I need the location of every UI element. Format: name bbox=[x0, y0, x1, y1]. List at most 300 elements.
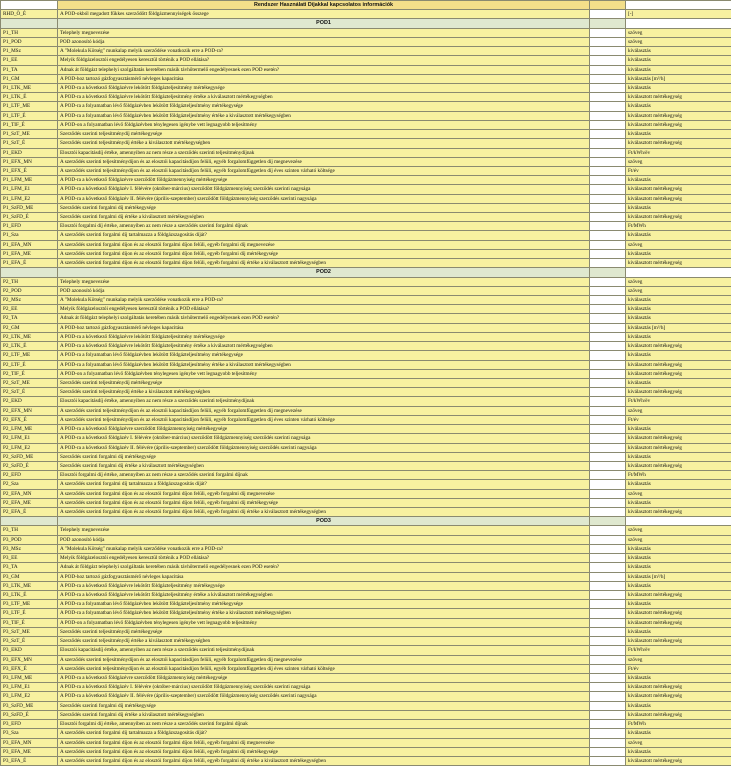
cell-input[interactable] bbox=[590, 397, 626, 406]
cell-type[interactable]: szöveg bbox=[626, 28, 731, 37]
cell-input[interactable] bbox=[590, 508, 626, 517]
cell-type[interactable]: Ft/kWh/év bbox=[626, 148, 731, 157]
cell-type[interactable]: kiválasztás bbox=[626, 747, 731, 756]
cell-description[interactable]: A POD-ra a következő földgázévre lekötött földgázteljesítmény mértékegysége bbox=[58, 581, 590, 590]
cell-input[interactable] bbox=[590, 194, 626, 203]
cell-input[interactable] bbox=[590, 369, 626, 378]
cell-type[interactable]: kiválasztás bbox=[626, 83, 731, 92]
cell-input[interactable] bbox=[590, 10, 626, 19]
cell-code[interactable]: P1_SzFD_ME bbox=[1, 203, 58, 212]
cell-input[interactable] bbox=[590, 554, 626, 563]
cell-description[interactable]: A szerződés szerinti forgalmi díjon és az elosztói forgalmi díjon felüli, egyéb forgalmi díj megnevezése bbox=[58, 240, 590, 249]
cell-code[interactable]: P3_EFX_É bbox=[1, 664, 58, 673]
cell-input[interactable] bbox=[590, 102, 626, 111]
cell-description[interactable]: A POD-ra a következő földgázév I. félévére (október-március) szerződött földgázmennyiség szerződés szerinti nagysága bbox=[58, 185, 590, 194]
cell-type[interactable]: kiválasztott mértékegység bbox=[626, 443, 731, 452]
cell-input[interactable] bbox=[590, 581, 626, 590]
cell-input[interactable] bbox=[590, 249, 626, 258]
cell-input[interactable] bbox=[590, 720, 626, 729]
cell-code[interactable]: P2_LTF_ME bbox=[1, 351, 58, 360]
cell-input[interactable] bbox=[590, 56, 626, 65]
cell-type[interactable]: szöveg bbox=[626, 738, 731, 747]
cell-description[interactable]: A szerződés szerinti teljesítménydíjon és az elosztói kapacitásdíjon felüli, egyéb forgalomfüggetlen díj éves szinten várható költsége bbox=[58, 415, 590, 424]
cell-type[interactable]: kiválasztás bbox=[626, 701, 731, 710]
cell-input[interactable] bbox=[590, 166, 626, 175]
cell-input[interactable] bbox=[590, 148, 626, 157]
cell-type[interactable]: kiválasztás bbox=[626, 452, 731, 461]
cell-type[interactable]: kiválasztott mértékegység bbox=[626, 609, 731, 618]
cell-type[interactable]: kiválasztás bbox=[626, 130, 731, 139]
cell-type[interactable]: kiválasztott mértékegység bbox=[626, 259, 731, 268]
section-title[interactable]: POD3 bbox=[58, 517, 590, 526]
cell-description[interactable]: Melyik földgázelosztói engedélyesen keresztül történik a POD ellátása? bbox=[58, 56, 590, 65]
cell-code[interactable]: P1_SzT_É bbox=[1, 139, 58, 148]
cell-description[interactable]: A szerződés szerinti teljesítménydíjon és az elosztói kapacitásdíjon felüli, egyéb forgalomfüggetlen díj éves szinten várható költsége bbox=[58, 166, 590, 175]
cell-code[interactable]: P2_TA bbox=[1, 314, 58, 323]
cell-type[interactable]: kiválasztás bbox=[626, 305, 731, 314]
cell-code[interactable]: P3_EFA_ME bbox=[1, 747, 58, 756]
cell-code[interactable]: P1_TH bbox=[1, 28, 58, 37]
cell-type[interactable]: Ft/MWh bbox=[626, 720, 731, 729]
cell-code[interactable]: P3_TH bbox=[1, 526, 58, 535]
cell-input[interactable] bbox=[590, 747, 626, 756]
cell-input[interactable] bbox=[590, 323, 626, 332]
cell-code[interactable]: P1_EFA_É bbox=[1, 259, 58, 268]
cell-type[interactable]: kiválasztás bbox=[626, 498, 731, 507]
cell-description[interactable]: A POD-ra a következő földgázévre lekötött földgázteljesítmény értéke a kiválasztott mértékegységben bbox=[58, 591, 590, 600]
cell-input[interactable] bbox=[590, 498, 626, 507]
cell-description[interactable]: Szerződés szerinti forgalmi díj értéke a kiválasztott mértékegységben bbox=[58, 710, 590, 719]
cell-code[interactable]: P1_LFM_E1 bbox=[1, 185, 58, 194]
cell-input[interactable] bbox=[590, 683, 626, 692]
cell-description[interactable]: Szerződés szerinti teljesítménydíj értéke a kiválasztott mértékegységben bbox=[58, 388, 590, 397]
cell-code[interactable]: P3_EFD bbox=[1, 720, 58, 729]
cell-type[interactable]: Ft/MWh bbox=[626, 222, 731, 231]
cell-code[interactable]: P2_SzFD_ME bbox=[1, 452, 58, 461]
cell-input[interactable] bbox=[590, 351, 626, 360]
cell-type[interactable]: Ft/év bbox=[626, 664, 731, 673]
cell-type[interactable]: kiválasztás bbox=[626, 378, 731, 387]
cell-code[interactable]: P2_SzFD_É bbox=[1, 461, 58, 470]
cell-code[interactable]: P1_GM bbox=[1, 74, 58, 83]
section-cell-blank[interactable] bbox=[590, 268, 626, 277]
cell-description[interactable]: A POD-hoz tartozó gázfogyasztásmérő névleges kapacitása bbox=[58, 323, 590, 332]
cell-input[interactable] bbox=[590, 673, 626, 682]
cell-type[interactable]: kiválasztott mértékegység bbox=[626, 637, 731, 646]
cell-description[interactable]: A POD-ra a következő földgázév I. félévére (október-március) szerződött földgázmennyiség szerződés szerinti nagysága bbox=[58, 434, 590, 443]
cell-type[interactable]: szöveg bbox=[626, 535, 731, 544]
cell-code[interactable]: P3_POD bbox=[1, 535, 58, 544]
cell-input[interactable] bbox=[590, 203, 626, 212]
section-cell-type[interactable] bbox=[626, 268, 731, 277]
cell-type[interactable]: szöveg bbox=[626, 240, 731, 249]
cell-code[interactable]: P2_EKD bbox=[1, 397, 58, 406]
cell-code[interactable]: P3_TA bbox=[1, 563, 58, 572]
cell-input[interactable] bbox=[590, 535, 626, 544]
cell-code[interactable]: P2_LFM_E2 bbox=[1, 443, 58, 452]
cell-input[interactable] bbox=[590, 646, 626, 655]
cell-input[interactable] bbox=[590, 655, 626, 664]
cell-type[interactable]: kiválasztás bbox=[626, 627, 731, 636]
cell-input[interactable] bbox=[590, 415, 626, 424]
cell-description[interactable]: A POD-ra a következő földgázévre lekötött földgázteljesítmény értéke a kiválasztott mértékegységben bbox=[58, 93, 590, 102]
cell-type[interactable]: kiválasztás bbox=[626, 296, 731, 305]
cell-code[interactable]: P3_SzFD_É bbox=[1, 710, 58, 719]
cell-description[interactable]: Elosztói kapacitásdíj értéke, amennyiben az nem része a szerződés szerinti teljesítménydíjnak bbox=[58, 148, 590, 157]
cell-type[interactable]: kiválasztás bbox=[626, 332, 731, 341]
cell-description[interactable]: A szerződés szerinti forgalmi díj tartalmazza a földgázszagosítás díját? bbox=[58, 231, 590, 240]
cell-type[interactable]: kiválasztott mértékegység bbox=[626, 93, 731, 102]
cell-input[interactable] bbox=[590, 213, 626, 222]
cell-code[interactable]: P1_EFX_MN bbox=[1, 157, 58, 166]
cell-input[interactable] bbox=[590, 480, 626, 489]
cell-code[interactable]: P1_EFX_É bbox=[1, 166, 58, 175]
cell-type[interactable]: kiválasztás bbox=[626, 544, 731, 553]
section-title[interactable]: POD2 bbox=[58, 268, 590, 277]
cell-type[interactable]: kiválasztás bbox=[626, 581, 731, 590]
cell-code[interactable]: P3_EE bbox=[1, 554, 58, 563]
cell-code[interactable]: P2_Sza bbox=[1, 480, 58, 489]
cell-input[interactable] bbox=[590, 434, 626, 443]
header-cell-blank[interactable] bbox=[590, 1, 626, 10]
cell-description[interactable]: A POD-ra a következő földgázév II. félévére (április-szeptember) szerződött földgázmennyiség szerződés szerinti nagysága bbox=[58, 194, 590, 203]
cell-description[interactable]: A "Molekula Kötség" munkalap melyik szerződése vonatkozik erre a POD-ra? bbox=[58, 47, 590, 56]
cell-type[interactable]: kiválasztott mértékegység bbox=[626, 461, 731, 470]
cell-code[interactable]: P1_POD bbox=[1, 37, 58, 46]
cell-type[interactable]: kiválasztott mértékegység bbox=[626, 213, 731, 222]
cell-input[interactable] bbox=[590, 664, 626, 673]
cell-type[interactable]: kiválasztás bbox=[626, 314, 731, 323]
cell-description[interactable]: Szerződés szerinti forgalmi díj mértékegysége bbox=[58, 701, 590, 710]
cell-type[interactable]: kiválasztott mértékegység bbox=[626, 342, 731, 351]
cell-code[interactable]: P2_SzT_É bbox=[1, 388, 58, 397]
cell-input[interactable] bbox=[590, 572, 626, 581]
cell-code[interactable]: RHD_Ö_É bbox=[1, 10, 58, 19]
cell-type[interactable]: kiválasztott mértékegység bbox=[626, 756, 731, 765]
cell-description[interactable]: A szerződés szerinti forgalmi díjon és az elosztói forgalmi díjon felüli, egyéb forgalmi díj értéke a kiválasztott mértékegységben bbox=[58, 259, 590, 268]
cell-code[interactable]: P2_SzT_ME bbox=[1, 378, 58, 387]
cell-type[interactable]: Ft/év bbox=[626, 166, 731, 175]
cell-description[interactable]: A POD-ra a következő földgázévre lekötött földgázteljesítmény mértékegysége bbox=[58, 83, 590, 92]
cell-type[interactable]: Ft/év bbox=[626, 415, 731, 424]
cell-type[interactable]: szöveg bbox=[626, 37, 731, 46]
cell-input[interactable] bbox=[590, 314, 626, 323]
cell-code[interactable]: P3_LTF_É bbox=[1, 609, 58, 618]
cell-input[interactable] bbox=[590, 600, 626, 609]
cell-type[interactable]: [-] bbox=[626, 10, 731, 19]
cell-type[interactable]: kiválasztott mértékegység bbox=[626, 360, 731, 369]
cell-code[interactable]: P3_LTK_É bbox=[1, 591, 58, 600]
section-cell-blank[interactable] bbox=[590, 19, 626, 28]
cell-type[interactable]: kiválasztott mértékegység bbox=[626, 388, 731, 397]
section-cell-blank[interactable] bbox=[590, 517, 626, 526]
cell-input[interactable] bbox=[590, 425, 626, 434]
cell-code[interactable]: P1_TIF_É bbox=[1, 120, 58, 129]
cell-code[interactable]: P1_LFM_E2 bbox=[1, 194, 58, 203]
cell-code[interactable]: P3_LFM_ME bbox=[1, 673, 58, 682]
cell-type[interactable]: szöveg bbox=[626, 526, 731, 535]
cell-input[interactable] bbox=[590, 342, 626, 351]
cell-type[interactable]: Ft/MWh bbox=[626, 471, 731, 480]
cell-input[interactable] bbox=[590, 461, 626, 470]
cell-description[interactable]: Szerződés szerinti teljesítménydíj értéke a kiválasztott mértékegységben bbox=[58, 637, 590, 646]
cell-type[interactable]: kiválasztott mértékegység bbox=[626, 508, 731, 517]
cell-type[interactable]: kiválasztás bbox=[626, 351, 731, 360]
cell-code[interactable]: P2_EFX_É bbox=[1, 415, 58, 424]
cell-input[interactable] bbox=[590, 756, 626, 765]
cell-description[interactable]: A POD-ra a következő földgázévre szerződött földgázmennyiség mértékegysége bbox=[58, 673, 590, 682]
cell-code[interactable]: P2_TIF_É bbox=[1, 369, 58, 378]
cell-type[interactable]: kiválasztás [m³/h] bbox=[626, 74, 731, 83]
cell-description[interactable]: A POD-ra a folyamatban lévő földgázévben lekötött földgázteljesítmény mértékegysége bbox=[58, 102, 590, 111]
cell-input[interactable] bbox=[590, 378, 626, 387]
cell-description[interactable]: Szerződés szerinti forgalmi díj mértékegysége bbox=[58, 452, 590, 461]
cell-description[interactable]: Melyik földgázelosztói engedélyesen keresztül történik a POD ellátása? bbox=[58, 554, 590, 563]
header-cell-type[interactable] bbox=[626, 1, 731, 10]
cell-code[interactable]: P3_LFM_E2 bbox=[1, 692, 58, 701]
cell-input[interactable] bbox=[590, 406, 626, 415]
cell-input[interactable] bbox=[590, 74, 626, 83]
cell-type[interactable]: kiválasztás bbox=[626, 56, 731, 65]
cell-description[interactable]: Szerződés szerinti teljesítménydíj mértékegysége bbox=[58, 130, 590, 139]
cell-code[interactable]: P3_SzT_ME bbox=[1, 627, 58, 636]
cell-input[interactable] bbox=[590, 710, 626, 719]
cell-description[interactable]: Adnak át földgázt telephelyi szolgáltatás keretében másik távhőtermelő engedélyesnek ezen POD esetén? bbox=[58, 314, 590, 323]
cell-input[interactable] bbox=[590, 240, 626, 249]
cell-code[interactable]: P3_Sza bbox=[1, 729, 58, 738]
cell-type[interactable]: kiválasztott mértékegység bbox=[626, 194, 731, 203]
cell-description[interactable]: Szerződés szerinti forgalmi díj értéke a kiválasztott mértékegységben bbox=[58, 461, 590, 470]
cell-code[interactable]: P1_EE bbox=[1, 56, 58, 65]
cell-input[interactable] bbox=[590, 296, 626, 305]
cell-type[interactable]: kiválasztás bbox=[626, 203, 731, 212]
cell-type[interactable]: kiválasztás bbox=[626, 47, 731, 56]
cell-type[interactable]: kiválasztás bbox=[626, 563, 731, 572]
cell-type[interactable]: kiválasztás [m³/h] bbox=[626, 572, 731, 581]
cell-type[interactable]: Ft/kWh/év bbox=[626, 646, 731, 655]
cell-input[interactable] bbox=[590, 93, 626, 102]
cell-input[interactable] bbox=[590, 83, 626, 92]
cell-type[interactable]: kiválasztott mértékegység bbox=[626, 139, 731, 148]
cell-input[interactable] bbox=[590, 332, 626, 341]
header-cell-code[interactable] bbox=[1, 1, 58, 10]
cell-description[interactable]: Adnak át földgázt telephelyi szolgáltatás keretében másik távhőtermelő engedélyesnek ezen POD esetén? bbox=[58, 65, 590, 74]
cell-code[interactable]: P2_LTF_É bbox=[1, 360, 58, 369]
cell-description[interactable]: A POD-on a folyamatban lévő földgázévben ténylegesen igénybe vett legnagyobb teljesítmény bbox=[58, 120, 590, 129]
cell-type[interactable]: kiválasztás bbox=[626, 102, 731, 111]
cell-description[interactable]: A "Molekula Kötség" munkalap melyik szerződése vonatkozik erre a POD-ra? bbox=[58, 296, 590, 305]
cell-code[interactable]: P2_TH bbox=[1, 277, 58, 286]
cell-description[interactable]: Elosztói forgalmi díj értéke, amennyiben az nem része a szerződés szerinti forgalmi díjnak bbox=[58, 720, 590, 729]
cell-code[interactable]: P3_LTK_ME bbox=[1, 581, 58, 590]
cell-code[interactable]: P3_GM bbox=[1, 572, 58, 581]
cell-code[interactable]: P2_GM bbox=[1, 323, 58, 332]
cell-input[interactable] bbox=[590, 627, 626, 636]
cell-description[interactable]: Melyik földgázelosztói engedélyesen keresztül történik a POD ellátása? bbox=[58, 305, 590, 314]
cell-code[interactable]: P1_SzFD_É bbox=[1, 213, 58, 222]
cell-code[interactable]: P1_TA bbox=[1, 65, 58, 74]
cell-description[interactable]: A POD-hoz tartozó gázfogyasztásmérő névleges kapacitása bbox=[58, 572, 590, 581]
cell-input[interactable] bbox=[590, 185, 626, 194]
section-cell-code[interactable] bbox=[1, 517, 58, 526]
cell-code[interactable]: P2_LTK_ME bbox=[1, 332, 58, 341]
cell-type[interactable]: kiválasztott mértékegység bbox=[626, 434, 731, 443]
cell-input[interactable] bbox=[590, 544, 626, 553]
cell-input[interactable] bbox=[590, 618, 626, 627]
cell-input[interactable] bbox=[590, 360, 626, 369]
cell-description[interactable]: A szerződés szerinti forgalmi díjon és az elosztói forgalmi díjon felüli, egyéb forgalmi díj mértékegysége bbox=[58, 747, 590, 756]
cell-code[interactable]: P1_EFA_MN bbox=[1, 240, 58, 249]
cell-code[interactable]: P3_SzFD_ME bbox=[1, 701, 58, 710]
cell-type[interactable]: kiválasztott mértékegység bbox=[626, 591, 731, 600]
section-title[interactable]: POD1 bbox=[58, 19, 590, 28]
cell-code[interactable]: P1_MSz bbox=[1, 47, 58, 56]
cell-code[interactable]: P1_EKD bbox=[1, 148, 58, 157]
cell-description[interactable]: A szerződés szerinti forgalmi díjon és az elosztói forgalmi díjon felüli, egyéb forgalmi díj megnevezése bbox=[58, 489, 590, 498]
cell-input[interactable] bbox=[590, 28, 626, 37]
cell-type[interactable]: kiválasztott mértékegység bbox=[626, 369, 731, 378]
cell-type[interactable]: kiválasztott mértékegység bbox=[626, 683, 731, 692]
cell-input[interactable] bbox=[590, 738, 626, 747]
section-cell-type[interactable] bbox=[626, 19, 731, 28]
cell-type[interactable]: kiválasztás bbox=[626, 673, 731, 682]
section-cell-code[interactable] bbox=[1, 19, 58, 28]
cell-description[interactable]: Szerződés szerinti teljesítménydíj mértékegysége bbox=[58, 378, 590, 387]
cell-input[interactable] bbox=[590, 526, 626, 535]
cell-input[interactable] bbox=[590, 259, 626, 268]
cell-code[interactable]: P2_LFM_E1 bbox=[1, 434, 58, 443]
cell-code[interactable]: P2_EE bbox=[1, 305, 58, 314]
cell-description[interactable]: A POD-ra a következő földgázév II. félévére (április-szeptember) szerződött földgázmennyiség szerződés szerinti nagysága bbox=[58, 443, 590, 452]
cell-type[interactable]: szöveg bbox=[626, 277, 731, 286]
cell-type[interactable]: Ft/kWh/év bbox=[626, 397, 731, 406]
cell-code[interactable]: P2_LFM_ME bbox=[1, 425, 58, 434]
cell-code[interactable]: P1_LFM_ME bbox=[1, 176, 58, 185]
cell-code[interactable]: P2_EFA_ME bbox=[1, 498, 58, 507]
cell-description[interactable]: A POD-ra a folyamatban lévő földgázévben lekötött földgázteljesítmény mértékegysége bbox=[58, 600, 590, 609]
cell-code[interactable]: P1_SzT_ME bbox=[1, 130, 58, 139]
cell-input[interactable] bbox=[590, 452, 626, 461]
cell-code[interactable]: P1_LTK_ME bbox=[1, 83, 58, 92]
cell-code[interactable]: P1_LTF_ME bbox=[1, 102, 58, 111]
cell-type[interactable]: kiválasztott mértékegység bbox=[626, 111, 731, 120]
cell-description[interactable]: A POD-ra a következő földgázévre lekötött földgázteljesítmény értéke a kiválasztott mértékegységben bbox=[58, 342, 590, 351]
cell-input[interactable] bbox=[590, 563, 626, 572]
cell-type[interactable]: kiválasztott mértékegység bbox=[626, 185, 731, 194]
cell-input[interactable] bbox=[590, 637, 626, 646]
cell-code[interactable]: P1_Sza bbox=[1, 231, 58, 240]
cell-code[interactable]: P3_EFA_É bbox=[1, 756, 58, 765]
cell-description[interactable]: A POD-okból megadott fűkkes szerződött földgázmennyiségek összege bbox=[58, 10, 590, 19]
cell-input[interactable] bbox=[590, 489, 626, 498]
cell-description[interactable]: POD azonosító kódja bbox=[58, 286, 590, 295]
cell-input[interactable] bbox=[590, 388, 626, 397]
cell-code[interactable]: P3_EFA_MN bbox=[1, 738, 58, 747]
cell-type[interactable]: kiválasztás [m³/h] bbox=[626, 323, 731, 332]
cell-code[interactable]: P1_LTK_É bbox=[1, 93, 58, 102]
cell-description[interactable]: A POD-ra a következő földgázév I. félévére (október-március) szerződött földgázmennyiség szerződés szerinti nagysága bbox=[58, 683, 590, 692]
cell-type[interactable]: kiválasztás bbox=[626, 65, 731, 74]
cell-input[interactable] bbox=[590, 111, 626, 120]
cell-type[interactable]: kiválasztott mértékegység bbox=[626, 120, 731, 129]
cell-description[interactable]: A POD-ra a folyamatban lévő földgázévben lekötött földgázteljesítmény értéke a kiválasztott mértékegységben bbox=[58, 360, 590, 369]
cell-description[interactable]: A szerződés szerinti forgalmi díjon és az elosztói forgalmi díjon felüli, egyéb forgalmi díj értéke a kiválasztott mértékegységben bbox=[58, 508, 590, 517]
cell-description[interactable]: Szerződés szerinti teljesítménydíj értéke a kiválasztott mértékegységben bbox=[58, 139, 590, 148]
cell-description[interactable]: A szerződés szerinti forgalmi díjon és az elosztói forgalmi díjon felüli, egyéb forgalmi díj mértékegysége bbox=[58, 498, 590, 507]
cell-input[interactable] bbox=[590, 176, 626, 185]
cell-description[interactable]: A POD-ra a következő földgázévre szerződött földgázmennyiség mértékegysége bbox=[58, 425, 590, 434]
cell-type[interactable]: szöveg bbox=[626, 489, 731, 498]
cell-description[interactable]: A POD-ra a következő földgázévre lekötött földgázteljesítmény mértékegysége bbox=[58, 332, 590, 341]
section-cell-type[interactable] bbox=[626, 517, 731, 526]
cell-description[interactable]: Szerződés szerinti teljesítménydíj mértékegysége bbox=[58, 627, 590, 636]
cell-description[interactable]: Adnak át földgázt telephelyi szolgáltatás keretében másik távhőtermelő engedélyesnek ezen POD esetén? bbox=[58, 563, 590, 572]
cell-code[interactable]: P1_LTF_É bbox=[1, 111, 58, 120]
cell-description[interactable]: Telephely megnevezése bbox=[58, 277, 590, 286]
cell-description[interactable]: A POD-ra a következő földgázévre szerződött földgázmennyiség mértékegysége bbox=[58, 176, 590, 185]
cell-description[interactable]: A POD-on a folyamatban lévő földgázévben ténylegesen igénybe vett legnagyobb teljesítmény bbox=[58, 369, 590, 378]
cell-description[interactable]: A szerződés szerinti teljesítménydíjon és az elosztói kapacitásdíjon felüli, egyéb forgalomfüggetlen díj megnevezése bbox=[58, 655, 590, 664]
cell-input[interactable] bbox=[590, 37, 626, 46]
cell-description[interactable]: A POD-ra a folyamatban lévő földgázévben lekötött földgázteljesítmény mértékegysége bbox=[58, 351, 590, 360]
cell-code[interactable]: P2_POD bbox=[1, 286, 58, 295]
cell-input[interactable] bbox=[590, 471, 626, 480]
cell-description[interactable]: Szerződés szerinti forgalmi díj mértékegysége bbox=[58, 203, 590, 212]
cell-input[interactable] bbox=[590, 65, 626, 74]
cell-input[interactable] bbox=[590, 231, 626, 240]
sheet-title[interactable]: Rendszer Használati Díjakkal kapcsolatos információk bbox=[58, 1, 590, 10]
cell-input[interactable] bbox=[590, 47, 626, 56]
cell-description[interactable]: A POD-ra a folyamatban lévő földgázévben lekötött földgázteljesítmény értéke a kiválasztott mértékegységben bbox=[58, 111, 590, 120]
cell-input[interactable] bbox=[590, 286, 626, 295]
cell-description[interactable]: A szerződés szerinti forgalmi díjon és az elosztói forgalmi díjon felüli, egyéb forgalmi díj értéke a kiválasztott mértékegységben bbox=[58, 756, 590, 765]
cell-description[interactable]: Elosztói forgalmi díj értéke, amennyiben az nem része a szerződés szerinti forgalmi díjnak bbox=[58, 471, 590, 480]
cell-type[interactable]: kiválasztás bbox=[626, 480, 731, 489]
cell-description[interactable]: Telephely megnevezése bbox=[58, 526, 590, 535]
cell-code[interactable]: P2_LTK_É bbox=[1, 342, 58, 351]
cell-type[interactable]: kiválasztott mértékegység bbox=[626, 710, 731, 719]
cell-code[interactable]: P3_EKD bbox=[1, 646, 58, 655]
cell-description[interactable]: A "Molekula Kötség" munkalap melyik szerződése vonatkozik erre a POD-ra? bbox=[58, 544, 590, 553]
cell-type[interactable]: szöveg bbox=[626, 157, 731, 166]
cell-description[interactable]: A POD-on a folyamatban lévő földgázévben ténylegesen igénybe vett legnagyobb teljesítmény bbox=[58, 618, 590, 627]
cell-code[interactable]: P2_EFD bbox=[1, 471, 58, 480]
cell-input[interactable] bbox=[590, 222, 626, 231]
cell-description[interactable]: POD azonosító kódja bbox=[58, 37, 590, 46]
cell-description[interactable]: A szerződés szerinti forgalmi díj tartalmazza a földgázszagosítás díját? bbox=[58, 729, 590, 738]
cell-code[interactable]: P3_MSz bbox=[1, 544, 58, 553]
cell-input[interactable] bbox=[590, 443, 626, 452]
cell-input[interactable] bbox=[590, 139, 626, 148]
cell-input[interactable] bbox=[590, 130, 626, 139]
cell-input[interactable] bbox=[590, 729, 626, 738]
cell-code[interactable]: P3_EFX_MN bbox=[1, 655, 58, 664]
cell-code[interactable]: P2_EFA_É bbox=[1, 508, 58, 517]
cell-type[interactable]: kiválasztás bbox=[626, 425, 731, 434]
cell-code[interactable]: P3_TIF_É bbox=[1, 618, 58, 627]
cell-code[interactable]: P2_MSz bbox=[1, 296, 58, 305]
cell-type[interactable]: szöveg bbox=[626, 655, 731, 664]
cell-input[interactable] bbox=[590, 609, 626, 618]
cell-input[interactable] bbox=[590, 692, 626, 701]
cell-input[interactable] bbox=[590, 701, 626, 710]
cell-description[interactable]: A POD-ra a folyamatban lévő földgázévben lekötött földgázteljesítmény értéke a kiválasztott mértékegységben bbox=[58, 609, 590, 618]
cell-description[interactable]: A szerződés szerinti teljesítménydíjon és az elosztói kapacitásdíjon felüli, egyéb forgalomfüggetlen díj éves szinten várható költsége bbox=[58, 664, 590, 673]
cell-description[interactable]: A szerződés szerinti teljesítménydíjon és az elosztói kapacitásdíjon felüli, egyéb forgalomfüggetlen díj megnevezése bbox=[58, 406, 590, 415]
cell-description[interactable]: Elosztói kapacitásdíj értéke, amennyiben az nem része a szerződés szerinti teljesítménydíjnak bbox=[58, 397, 590, 406]
cell-code[interactable]: P1_EFA_ME bbox=[1, 249, 58, 258]
cell-type[interactable]: kiválasztás bbox=[626, 600, 731, 609]
